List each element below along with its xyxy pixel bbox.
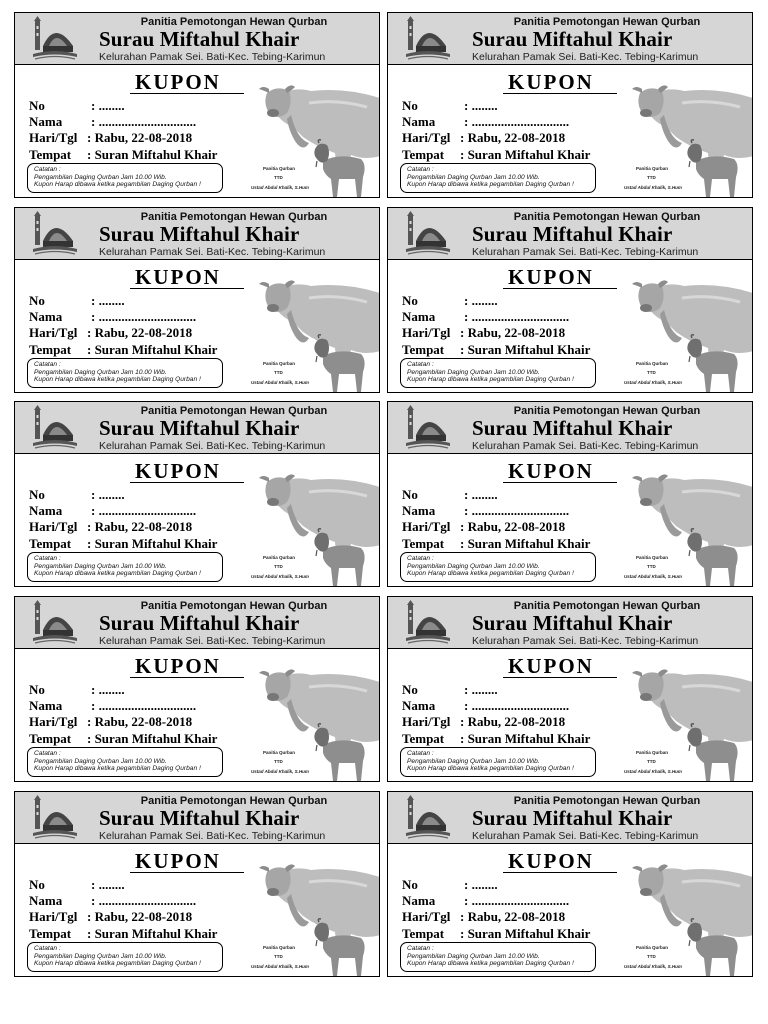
kupon-card (14, 12, 380, 198)
note-line-2: Kupon Harap dibawa ketika pegambilan Daging Qurban ! (407, 960, 574, 968)
note-line-1: Pengambilan Daging Qurban Jam 10.00 Wib. (34, 952, 167, 960)
kupon-heading: KUPON (508, 849, 594, 873)
field-tempat (29, 342, 218, 358)
address-line: Kelurahan Pamak Sei. Bati-Kec. Tebing-Karimun (99, 246, 326, 258)
field-no-label: No (29, 487, 45, 502)
committee-name: Panitia Pemotongan Hewan Qurban (140, 795, 328, 807)
signature-ttd: TTD (647, 370, 656, 375)
field-nama (29, 893, 197, 909)
note-label: Catatan : (34, 555, 61, 562)
address-line: Kelurahan Pamak Sei. Bati-Kec. Tebing-Karimun (99, 440, 326, 452)
field-hari (402, 714, 566, 730)
heading-underline (130, 872, 244, 873)
note-line-2: Kupon Harap dibawa ketika pegambilan Daging Qurban ! (407, 181, 574, 189)
goat-illustration (309, 918, 371, 977)
mosque-logo-icon (29, 211, 81, 257)
field-no-label: No (402, 98, 418, 113)
signature-name: Ustad Abdul Khalik, S.Hum (624, 185, 682, 190)
field-hari (402, 519, 566, 535)
field-tempat-value: : Suran Miftahul Khair (460, 926, 591, 941)
field-nama (402, 893, 570, 909)
signature-ttd: TTD (647, 954, 656, 959)
goat-illustration (682, 723, 744, 782)
field-hari-label: Hari/Tgl (402, 130, 451, 145)
heading-underline (130, 677, 244, 678)
mosque-logo-icon (402, 211, 454, 257)
address-line: Kelurahan Pamak Sei. Bati-Kec. Tebing-Karimun (472, 635, 699, 647)
field-nama-value: : .............................. (464, 114, 570, 129)
field-tempat (402, 926, 591, 942)
note-label: Catatan : (34, 166, 61, 173)
signature-ttd: TTD (647, 759, 656, 764)
kupon-header (15, 792, 379, 844)
note-line-1: Pengambilan Daging Qurban Jam 10.00 Wib. (34, 562, 167, 570)
note-line-1: Pengambilan Daging Qurban Jam 10.00 Wib. (34, 368, 167, 376)
mosque-title: Surau Miftahul Khair (472, 222, 673, 246)
field-hari-label: Hari/Tgl (29, 519, 78, 534)
committee-name: Panitia Pemotongan Hewan Qurban (140, 211, 328, 223)
field-tempat (402, 147, 591, 163)
address-line: Kelurahan Pamak Sei. Bati-Kec. Tebing-Karimun (472, 51, 699, 63)
signature-name: Ustad Abdul Khalik, S.Hum (251, 185, 309, 190)
heading-underline (130, 288, 244, 289)
field-tempat-label: Tempat (402, 731, 445, 746)
mosque-logo-icon (29, 405, 81, 451)
kupon-heading: KUPON (135, 70, 221, 94)
mosque-title: Surau Miftahul Khair (99, 27, 300, 51)
mosque-title: Surau Miftahul Khair (99, 806, 300, 830)
goat-illustration (309, 723, 371, 782)
field-hari-value: : Rabu, 22-08-2018 (460, 714, 566, 729)
note-label: Catatan : (34, 361, 61, 368)
committee-name: Panitia Pemotongan Hewan Qurban (140, 405, 328, 417)
field-tempat-label: Tempat (29, 147, 72, 162)
field-hari-value: : Rabu, 22-08-2018 (87, 130, 193, 145)
field-no (29, 487, 125, 503)
note-box (400, 942, 596, 972)
heading-underline (503, 482, 617, 483)
field-tempat-value: : Suran Miftahul Khair (460, 536, 591, 551)
field-hari-label: Hari/Tgl (402, 519, 451, 534)
field-no-value: : ........ (91, 98, 125, 113)
note-label: Catatan : (407, 750, 434, 757)
mosque-title: Surau Miftahul Khair (472, 806, 673, 830)
field-tempat-value: : Suran Miftahul Khair (460, 342, 591, 357)
field-nama-value: : .............................. (464, 698, 570, 713)
signature-committee: Panitia Qurban (636, 555, 669, 560)
field-nama-label: Nama (402, 893, 436, 908)
signature-ttd: TTD (274, 370, 283, 375)
heading-underline (503, 288, 617, 289)
field-hari-label: Hari/Tgl (402, 325, 451, 340)
kupon-card (387, 401, 753, 587)
mosque-logo-icon (402, 600, 454, 646)
kupon-heading: KUPON (508, 265, 594, 289)
field-nama-value: : .............................. (91, 893, 197, 908)
address-line: Kelurahan Pamak Sei. Bati-Kec. Tebing-Karimun (99, 830, 326, 842)
note-box (27, 552, 223, 582)
field-hari-value: : Rabu, 22-08-2018 (460, 325, 566, 340)
note-label: Catatan : (407, 166, 434, 173)
field-nama-label: Nama (29, 503, 63, 518)
field-nama-label: Nama (29, 893, 63, 908)
note-line-1: Pengambilan Daging Qurban Jam 10.00 Wib. (34, 757, 167, 765)
signature-name: Ustad Abdul Khalik, S.Hum (624, 574, 682, 579)
heading-underline (503, 872, 617, 873)
field-no (29, 98, 125, 114)
field-tempat (29, 926, 218, 942)
field-tempat (402, 342, 591, 358)
kupon-card (387, 12, 753, 198)
goat-illustration (309, 334, 371, 393)
field-no (29, 293, 125, 309)
signature-ttd: TTD (647, 564, 656, 569)
address-line: Kelurahan Pamak Sei. Bati-Kec. Tebing-Karimun (472, 246, 699, 258)
field-nama (402, 503, 570, 519)
kupon-header (15, 208, 379, 260)
signature-committee: Panitia Qurban (263, 361, 296, 366)
note-box (400, 358, 596, 388)
mosque-logo-icon (402, 405, 454, 451)
kupon-header (388, 402, 752, 454)
mosque-logo-icon (29, 795, 81, 841)
field-hari-label: Hari/Tgl (29, 325, 78, 340)
field-no (402, 98, 498, 114)
field-tempat-label: Tempat (402, 926, 445, 941)
signature-committee: Panitia Qurban (263, 750, 296, 755)
address-line: Kelurahan Pamak Sei. Bati-Kec. Tebing-Karimun (99, 635, 326, 647)
field-no (29, 877, 125, 893)
signature-name: Ustad Abdul Khalik, S.Hum (624, 380, 682, 385)
field-nama-label: Nama (402, 114, 436, 129)
field-tempat-value: : Suran Miftahul Khair (87, 926, 218, 941)
field-hari-value: : Rabu, 22-08-2018 (87, 519, 193, 534)
field-hari-label: Hari/Tgl (29, 714, 78, 729)
field-tempat-value: : Suran Miftahul Khair (460, 731, 591, 746)
note-line-1: Pengambilan Daging Qurban Jam 10.00 Wib. (407, 757, 540, 765)
field-tempat (29, 147, 218, 163)
field-no-value: : ........ (91, 682, 125, 697)
signature-name: Ustad Abdul Khalik, S.Hum (251, 574, 309, 579)
field-no-value: : ........ (91, 487, 125, 502)
field-no (402, 877, 498, 893)
field-tempat-value: : Suran Miftahul Khair (87, 536, 218, 551)
note-line-2: Kupon Harap dibawa ketika pegambilan Daging Qurban ! (407, 765, 574, 773)
note-line-2: Kupon Harap dibawa ketika pegambilan Daging Qurban ! (34, 376, 201, 384)
address-line: Kelurahan Pamak Sei. Bati-Kec. Tebing-Karimun (472, 440, 699, 452)
field-nama-label: Nama (29, 114, 63, 129)
kupon-header (15, 13, 379, 65)
signature-committee: Panitia Qurban (263, 555, 296, 560)
note-box (27, 942, 223, 972)
note-line-1: Pengambilan Daging Qurban Jam 10.00 Wib. (407, 368, 540, 376)
signature-committee: Panitia Qurban (636, 361, 669, 366)
field-tempat-label: Tempat (402, 536, 445, 551)
note-line-2: Kupon Harap dibawa ketika pegambilan Daging Qurban ! (407, 570, 574, 578)
field-tempat-value: : Suran Miftahul Khair (87, 147, 218, 162)
field-hari (402, 325, 566, 341)
field-nama (402, 698, 570, 714)
signature-committee: Panitia Qurban (263, 945, 296, 950)
field-no-label: No (402, 682, 418, 697)
field-no-value: : ........ (464, 293, 498, 308)
field-hari (402, 909, 566, 925)
kupon-header (388, 208, 752, 260)
mosque-title: Surau Miftahul Khair (472, 611, 673, 635)
kupon-header (388, 597, 752, 649)
field-nama-value: : .............................. (91, 114, 197, 129)
committee-name: Panitia Pemotongan Hewan Qurban (513, 211, 701, 223)
committee-name: Panitia Pemotongan Hewan Qurban (140, 600, 328, 612)
note-box (400, 747, 596, 777)
note-label: Catatan : (34, 945, 61, 952)
heading-underline (503, 93, 617, 94)
signature-ttd: TTD (274, 175, 283, 180)
field-tempat-value: : Suran Miftahul Khair (460, 147, 591, 162)
signature-committee: Panitia Qurban (636, 750, 669, 755)
mosque-logo-icon (29, 600, 81, 646)
signature-ttd: TTD (274, 759, 283, 764)
committee-name: Panitia Pemotongan Hewan Qurban (140, 16, 328, 28)
kupon-card (387, 207, 753, 393)
field-nama-label: Nama (29, 309, 63, 324)
field-hari (29, 519, 193, 535)
goat-illustration (309, 139, 371, 198)
field-no-label: No (402, 487, 418, 502)
kupon-heading: KUPON (135, 849, 221, 873)
kupon-card (14, 596, 380, 782)
heading-underline (503, 677, 617, 678)
note-line-1: Pengambilan Daging Qurban Jam 10.00 Wib. (407, 952, 540, 960)
field-nama (402, 114, 570, 130)
field-hari (29, 714, 193, 730)
kupon-header (388, 13, 752, 65)
note-box (400, 552, 596, 582)
note-line-1: Pengambilan Daging Qurban Jam 10.00 Wib. (407, 562, 540, 570)
goat-illustration (682, 528, 744, 587)
note-box (400, 163, 596, 193)
field-tempat-value: : Suran Miftahul Khair (87, 342, 218, 357)
field-hari-label: Hari/Tgl (402, 714, 451, 729)
field-no-label: No (29, 98, 45, 113)
field-nama (29, 503, 197, 519)
field-tempat-label: Tempat (29, 731, 72, 746)
field-hari (29, 130, 193, 146)
field-hari-label: Hari/Tgl (402, 909, 451, 924)
kupon-header (388, 792, 752, 844)
field-tempat-value: : Suran Miftahul Khair (87, 731, 218, 746)
signature-committee: Panitia Qurban (636, 945, 669, 950)
goat-illustration (682, 918, 744, 977)
field-no-value: : ........ (464, 487, 498, 502)
note-line-2: Kupon Harap dibawa ketika pegambilan Daging Qurban ! (34, 765, 201, 773)
signature-ttd: TTD (274, 954, 283, 959)
field-hari-value: : Rabu, 22-08-2018 (460, 519, 566, 534)
field-tempat (29, 731, 218, 747)
field-nama (29, 698, 197, 714)
field-tempat (402, 536, 591, 552)
field-hari (29, 909, 193, 925)
kupon-heading: KUPON (508, 654, 594, 678)
field-nama-value: : .............................. (91, 503, 197, 518)
mosque-title: Surau Miftahul Khair (99, 222, 300, 246)
kupon-card (387, 791, 753, 977)
kupon-heading: KUPON (135, 654, 221, 678)
committee-name: Panitia Pemotongan Hewan Qurban (513, 600, 701, 612)
committee-name: Panitia Pemotongan Hewan Qurban (513, 795, 701, 807)
field-nama-value: : .............................. (91, 309, 197, 324)
field-hari (402, 130, 566, 146)
mosque-logo-icon (29, 16, 81, 62)
heading-underline (130, 93, 244, 94)
field-hari-value: : Rabu, 22-08-2018 (87, 909, 193, 924)
field-nama-label: Nama (29, 698, 63, 713)
mosque-logo-icon (402, 16, 454, 62)
field-nama (402, 309, 570, 325)
field-tempat (29, 536, 218, 552)
address-line: Kelurahan Pamak Sei. Bati-Kec. Tebing-Karimun (472, 830, 699, 842)
field-nama (29, 114, 197, 130)
field-nama-value: : .............................. (464, 893, 570, 908)
field-hari-value: : Rabu, 22-08-2018 (87, 714, 193, 729)
signature-name: Ustad Abdul Khalik, S.Hum (251, 964, 309, 969)
mosque-title: Surau Miftahul Khair (99, 611, 300, 635)
heading-underline (130, 482, 244, 483)
note-box (27, 163, 223, 193)
note-label: Catatan : (407, 361, 434, 368)
field-hari-value: : Rabu, 22-08-2018 (460, 130, 566, 145)
signature-name: Ustad Abdul Khalik, S.Hum (624, 769, 682, 774)
field-nama-label: Nama (402, 698, 436, 713)
signature-ttd: TTD (647, 175, 656, 180)
field-nama (29, 309, 197, 325)
field-hari-value: : Rabu, 22-08-2018 (87, 325, 193, 340)
field-no-value: : ........ (464, 98, 498, 113)
note-box (27, 747, 223, 777)
field-hari-value: : Rabu, 22-08-2018 (460, 909, 566, 924)
goat-illustration (682, 139, 744, 198)
field-nama-value: : .............................. (464, 503, 570, 518)
address-line: Kelurahan Pamak Sei. Bati-Kec. Tebing-Karimun (99, 51, 326, 63)
field-no-label: No (402, 877, 418, 892)
kupon-heading: KUPON (508, 70, 594, 94)
note-line-1: Pengambilan Daging Qurban Jam 10.00 Wib. (34, 173, 167, 181)
kupon-heading: KUPON (135, 265, 221, 289)
note-line-2: Kupon Harap dibawa ketika pegambilan Daging Qurban ! (34, 181, 201, 189)
field-nama-value: : .............................. (91, 698, 197, 713)
mosque-title: Surau Miftahul Khair (472, 27, 673, 51)
field-no (402, 487, 498, 503)
note-box (27, 358, 223, 388)
kupon-card (14, 791, 380, 977)
kupon-card (387, 596, 753, 782)
committee-name: Panitia Pemotongan Hewan Qurban (513, 16, 701, 28)
field-tempat-label: Tempat (29, 926, 72, 941)
note-label: Catatan : (34, 750, 61, 757)
field-no-value: : ........ (464, 877, 498, 892)
field-no (402, 682, 498, 698)
note-line-2: Kupon Harap dibawa ketika pegambilan Daging Qurban ! (34, 570, 201, 578)
committee-name: Panitia Pemotongan Hewan Qurban (513, 405, 701, 417)
kupon-heading: KUPON (508, 459, 594, 483)
goat-illustration (682, 334, 744, 393)
signature-ttd: TTD (274, 564, 283, 569)
field-nama-label: Nama (402, 503, 436, 518)
field-tempat-label: Tempat (29, 536, 72, 551)
note-line-2: Kupon Harap dibawa ketika pegambilan Daging Qurban ! (407, 376, 574, 384)
field-no-label: No (29, 877, 45, 892)
field-no-label: No (29, 682, 45, 697)
field-no-label: No (29, 293, 45, 308)
note-label: Catatan : (407, 945, 434, 952)
kupon-header (15, 402, 379, 454)
kupon-header (15, 597, 379, 649)
kupon-heading: KUPON (135, 459, 221, 483)
signature-name: Ustad Abdul Khalik, S.Hum (624, 964, 682, 969)
field-tempat-label: Tempat (402, 342, 445, 357)
mosque-logo-icon (402, 795, 454, 841)
mosque-title: Surau Miftahul Khair (472, 416, 673, 440)
field-nama-value: : .............................. (464, 309, 570, 324)
note-label: Catatan : (407, 555, 434, 562)
field-tempat-label: Tempat (402, 147, 445, 162)
mosque-title: Surau Miftahul Khair (99, 416, 300, 440)
signature-name: Ustad Abdul Khalik, S.Hum (251, 380, 309, 385)
signature-committee: Panitia Qurban (636, 166, 669, 171)
field-tempat (402, 731, 591, 747)
kupon-card (14, 401, 380, 587)
field-hari-label: Hari/Tgl (29, 130, 78, 145)
field-nama-label: Nama (402, 309, 436, 324)
goat-illustration (309, 528, 371, 587)
kupon-card (14, 207, 380, 393)
field-no-label: No (402, 293, 418, 308)
field-no (402, 293, 498, 309)
field-hari-label: Hari/Tgl (29, 909, 78, 924)
signature-name: Ustad Abdul Khalik, S.Hum (251, 769, 309, 774)
field-tempat-label: Tempat (29, 342, 72, 357)
note-line-1: Pengambilan Daging Qurban Jam 10.00 Wib. (407, 173, 540, 181)
field-hari (29, 325, 193, 341)
field-no (29, 682, 125, 698)
field-no-value: : ........ (464, 682, 498, 697)
field-no-value: : ........ (91, 877, 125, 892)
field-no-value: : ........ (91, 293, 125, 308)
signature-committee: Panitia Qurban (263, 166, 296, 171)
note-line-2: Kupon Harap dibawa ketika pegambilan Daging Qurban ! (34, 960, 201, 968)
